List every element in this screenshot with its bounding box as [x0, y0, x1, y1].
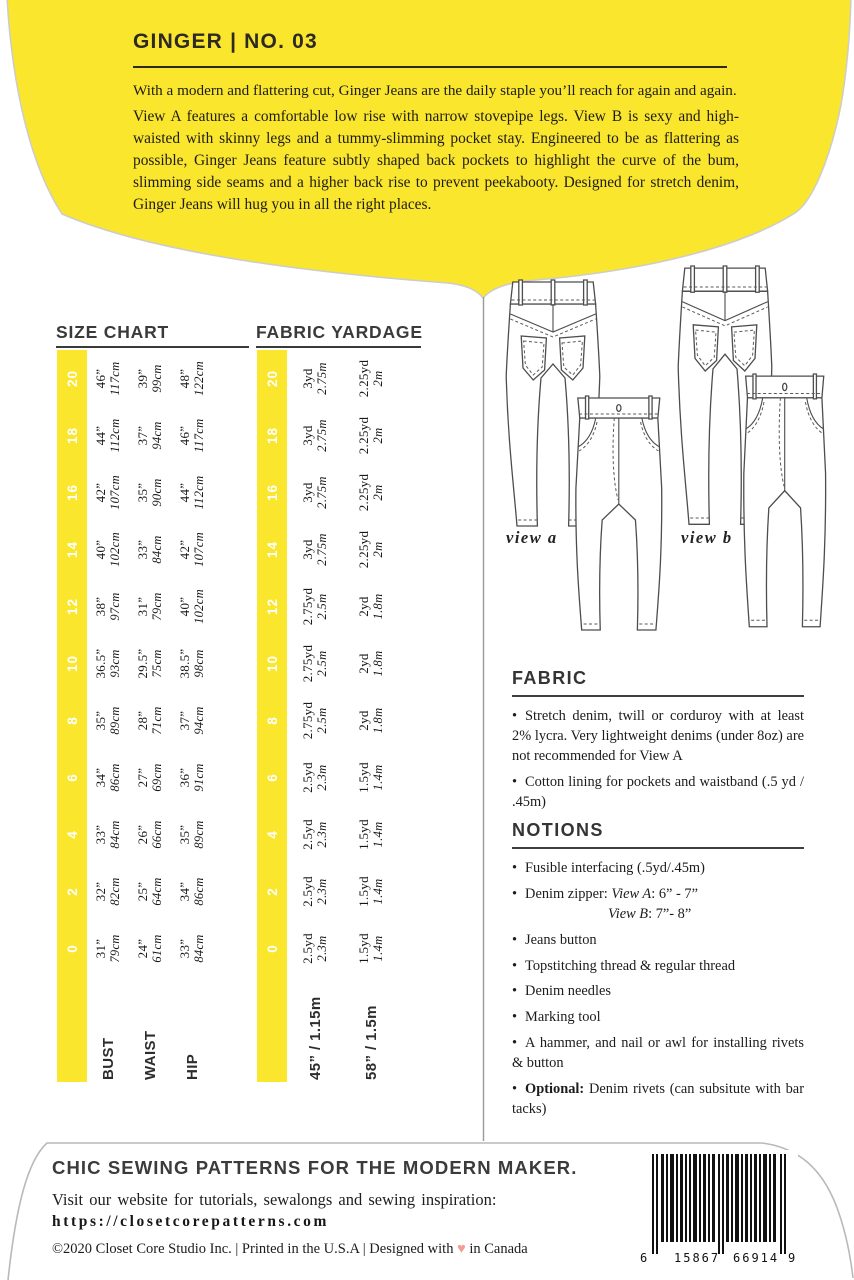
value-primary: 3yd [299, 368, 315, 389]
value-primary: 34” [92, 767, 108, 788]
value-primary: 46” [176, 425, 192, 446]
pattern-intro: With a modern and flattering cut, Ginger Jeans are the daily staple you’ll reach for again and again. [133, 82, 737, 99]
row-label: 58” / 1.5m [362, 1005, 380, 1080]
value-secondary: 112cm [108, 418, 123, 453]
footer-website-line: Visit our website for tutorials, sewalongs and sewing inspiration: [52, 1190, 497, 1209]
value-secondary: 69cm [150, 763, 165, 792]
value-secondary: 1.4m [371, 764, 386, 791]
value-primary: 48” [176, 368, 192, 389]
value-primary: 38” [92, 596, 108, 617]
barcode [640, 1150, 798, 1268]
size-header-cell: 10 [57, 635, 87, 692]
measurement-cell [343, 350, 399, 407]
measurement-cell [343, 635, 399, 692]
value-secondary: 71cm [150, 706, 165, 735]
bullet-item [512, 1008, 804, 1028]
measurement-cell [287, 350, 343, 407]
size-header-cell: 18 [57, 407, 87, 464]
value-secondary: 2.75m [315, 533, 330, 566]
fabric-yardage-heading: FABRIC YARDAGE [256, 322, 423, 342]
measurement-cell [87, 806, 129, 863]
value-primary: 34” [176, 881, 192, 902]
bullet-item [512, 931, 804, 951]
value-secondary: 1.8m [371, 593, 386, 620]
value-secondary: 79cm [150, 592, 165, 621]
size-header-cell: 18 [257, 407, 287, 464]
measurement-cell [87, 350, 129, 407]
bullet-icon: • [512, 885, 518, 902]
value-secondary: 91cm [192, 763, 207, 792]
value-primary: 1.5yd [355, 876, 371, 907]
size-header-cell: 20 [57, 350, 87, 407]
value-primary: 3yd [299, 482, 315, 503]
value-secondary: 2m [371, 484, 386, 501]
measurement-cell [129, 692, 171, 749]
size-header-cell: 8 [257, 692, 287, 749]
bullet-icon: • [512, 708, 518, 724]
measurement-cell [87, 521, 129, 578]
value-primary: 3yd [299, 539, 315, 560]
value-primary: 2yd [355, 596, 371, 617]
value-secondary: 84cm [192, 934, 207, 963]
value-primary: 2.5yd [299, 762, 315, 793]
measurement-cell [171, 806, 213, 863]
bullet-icon: • [512, 957, 518, 974]
value-secondary: 122cm [192, 361, 207, 396]
value-secondary: 2.75m [315, 476, 330, 509]
value-primary: 46” [92, 368, 108, 389]
value-primary: 2.25yd [355, 416, 371, 455]
value-primary: 2.5yd [299, 933, 315, 964]
value-primary: 38.5” [176, 648, 192, 679]
measurement-cell [343, 863, 399, 920]
value-primary: 26” [134, 824, 150, 845]
value-primary: 40” [176, 596, 192, 617]
value-secondary: 102cm [192, 589, 207, 624]
bullet-icon: • [512, 773, 518, 790]
value-primary: 2yd [355, 710, 371, 731]
value-primary: 32” [92, 881, 108, 902]
measurement-cell [129, 578, 171, 635]
view-a-label: view a [506, 528, 558, 547]
bullet-item [512, 1080, 804, 1120]
value-secondary: 94cm [150, 421, 165, 450]
size-header-cell: 12 [257, 578, 287, 635]
footer-url: https://closetcorepatterns.com [52, 1213, 330, 1230]
value-primary: 2yd [355, 653, 371, 674]
value-secondary: 102cm [108, 532, 123, 567]
value-secondary: 79cm [108, 934, 123, 963]
value-secondary: 117cm [192, 418, 207, 453]
measurement-cell [287, 407, 343, 464]
measurement-cell [129, 920, 171, 977]
heart-icon: ♥ [457, 1241, 466, 1257]
value-secondary: 93cm [108, 649, 123, 678]
measurement-cell [287, 521, 343, 578]
row-label: BUST [99, 1037, 117, 1080]
notions-heading: NOTIONS [512, 820, 804, 849]
bullet-icon: • [512, 1080, 518, 1097]
bullet-item [512, 982, 804, 1002]
measurement-cell [129, 863, 171, 920]
bullet-item [512, 859, 804, 879]
value-secondary: 1.4m [371, 821, 386, 848]
value-secondary: 1.4m [371, 878, 386, 905]
copyright-text: ©2020 Closet Core Studio Inc. | Printed in the U.S.A | Designed with [52, 1241, 458, 1257]
value-primary: 40” [92, 539, 108, 560]
measurement-cell [87, 863, 129, 920]
bullet-text: Denim needles [525, 983, 611, 1000]
measurement-cell [129, 806, 171, 863]
value-primary: 35” [176, 824, 192, 845]
value-primary: 42” [176, 539, 192, 560]
measurement-cell [171, 350, 213, 407]
size-header-cell: 0 [257, 920, 287, 977]
measurement-cell [287, 920, 343, 977]
fabric-bullet-list [512, 707, 804, 812]
bullet-icon: • [512, 1009, 518, 1026]
measurement-cell [171, 635, 213, 692]
barcode-digit-group: 9 [788, 1251, 796, 1265]
measurement-cell [343, 578, 399, 635]
measurement-cell [171, 521, 213, 578]
title-divider [133, 66, 727, 68]
bullet-text: Fusible interfacing (.5yd/.45m) [525, 860, 705, 876]
value-secondary: 82cm [108, 877, 123, 906]
value-secondary: 2.3m [315, 935, 330, 962]
fabric-yardage-rule [256, 346, 421, 348]
measurement-cell [343, 464, 399, 521]
bullet-text: Jeans button [525, 931, 597, 948]
value-secondary: 1.8m [371, 650, 386, 677]
value-primary: 1.5yd [355, 762, 371, 793]
bullet-item [512, 773, 804, 813]
bullet-second-line: View B: 7”- 8” [608, 905, 692, 922]
value-secondary: 112cm [192, 475, 207, 510]
value-primary: 1.5yd [355, 933, 371, 964]
value-secondary: 2m [371, 370, 386, 387]
measurement-cell [343, 806, 399, 863]
measurement-cell [87, 407, 129, 464]
measurement-cell [171, 464, 213, 521]
bullet-text: Marking tool [525, 1009, 601, 1026]
bullet-text: Stretch denim, twill or corduroy with at least 2% lycra. Very lightweight denims (under 8oz) are not recommended for View A [512, 708, 804, 764]
fabric-heading: FABRIC [512, 668, 804, 697]
bullet-icon: • [512, 931, 518, 948]
value-primary: 29.5” [134, 648, 150, 679]
row-label: HIP [183, 1053, 201, 1080]
measurement-cell [287, 635, 343, 692]
value-primary: 25” [134, 881, 150, 902]
value-primary: 2.75yd [299, 587, 315, 626]
measurement-cell [171, 407, 213, 464]
measurement-cell [287, 464, 343, 521]
value-primary: 2.75yd [299, 701, 315, 740]
measurement-cell [287, 863, 343, 920]
row-label: 45” / 1.15m [306, 996, 324, 1080]
bullet-text: A hammer, and nail or awl for installing rivets & button [512, 1035, 804, 1071]
size-header-cell: 6 [257, 749, 287, 806]
measurement-cell [87, 578, 129, 635]
value-primary: 42” [92, 482, 108, 503]
measurement-cell [343, 407, 399, 464]
measurement-cell [129, 407, 171, 464]
value-secondary: 84cm [150, 535, 165, 564]
value-secondary: 98cm [192, 649, 207, 678]
size-header-cell: 8 [57, 692, 87, 749]
view-b-label: view b [681, 528, 733, 547]
value-secondary: 1.8m [371, 707, 386, 734]
value-primary: 2.5yd [299, 819, 315, 850]
value-primary: 2.5yd [299, 876, 315, 907]
value-secondary: 2.5m [315, 707, 330, 734]
size-chart-heading: SIZE CHART [56, 322, 169, 342]
barcode-digit-group: 6 [640, 1251, 648, 1265]
size-header-cell: 14 [57, 521, 87, 578]
bullet-item [512, 707, 804, 767]
measurement-cell [171, 863, 213, 920]
measurement-cell [343, 521, 399, 578]
value-secondary: 2m [371, 427, 386, 444]
bullet-item [512, 885, 804, 925]
size-header-cell: 14 [257, 521, 287, 578]
value-secondary: 107cm [192, 532, 207, 567]
measurement-cell [287, 692, 343, 749]
measurement-cell [343, 749, 399, 806]
bullet-text: Denim zipper: View A: 6” - 7” [525, 885, 698, 902]
value-secondary: 1.4m [371, 935, 386, 962]
measurement-cell [87, 749, 129, 806]
value-primary: 33” [92, 824, 108, 845]
measurement-cell [287, 749, 343, 806]
size-header-cell: 6 [57, 749, 87, 806]
value-primary: 33” [176, 938, 192, 959]
measurement-cell [171, 692, 213, 749]
notions-bullet-list [512, 859, 804, 1120]
value-secondary: 89cm [192, 820, 207, 849]
value-primary: 28” [134, 710, 150, 731]
measurement-cell [129, 350, 171, 407]
value-secondary: 86cm [108, 763, 123, 792]
size-header-cell: 4 [57, 806, 87, 863]
value-primary: 35” [92, 710, 108, 731]
row-label: WAIST [141, 1030, 159, 1080]
measurement-cell [87, 464, 129, 521]
value-secondary: 99cm [150, 364, 165, 393]
fabric-yardage-table [257, 350, 399, 1082]
measurement-cell [129, 749, 171, 806]
size-header-cell: 16 [257, 464, 287, 521]
footer-copyright [52, 1241, 528, 1258]
size-header-cell: 12 [57, 578, 87, 635]
barcode-digits [640, 1251, 798, 1267]
barcode-digit-group: 66914 [733, 1251, 780, 1265]
measurement-cell [171, 578, 213, 635]
value-primary: 2.25yd [355, 473, 371, 512]
size-header-cell: 16 [57, 464, 87, 521]
measurement-cell [129, 521, 171, 578]
value-secondary: 117cm [108, 361, 123, 396]
measurement-cell [287, 578, 343, 635]
value-primary: 39” [134, 368, 150, 389]
bullet-text: Cotton lining for pockets and waistband (.5 yd / .45m) [512, 773, 804, 810]
value-primary: 36” [176, 767, 192, 788]
value-primary: 2.25yd [355, 530, 371, 569]
size-header-cell: 10 [257, 635, 287, 692]
value-primary: 3yd [299, 425, 315, 446]
bullet-item [512, 1034, 804, 1074]
value-primary: 1.5yd [355, 819, 371, 850]
value-primary: 31” [92, 938, 108, 959]
view-b-front-drawing [744, 374, 826, 627]
value-primary: 36.5” [92, 648, 108, 679]
size-header-cell: 4 [257, 806, 287, 863]
value-secondary: 89cm [108, 706, 123, 735]
value-secondary: 97cm [108, 592, 123, 621]
measurement-cell [129, 464, 171, 521]
value-primary: 24” [134, 938, 150, 959]
barcode-digit-group: 15867 [674, 1251, 721, 1265]
value-primary: 44” [92, 425, 108, 446]
measurement-cell [287, 806, 343, 863]
bullet-icon: • [512, 1035, 518, 1052]
value-primary: 44” [176, 482, 192, 503]
value-primary: 31” [134, 596, 150, 617]
value-secondary: 61cm [150, 934, 165, 963]
bullet-item [512, 957, 804, 977]
value-secondary: 84cm [108, 820, 123, 849]
measurement-cell [343, 692, 399, 749]
size-header-cell: 2 [57, 863, 87, 920]
value-primary: 33” [134, 539, 150, 560]
value-secondary: 2.5m [315, 593, 330, 620]
value-secondary: 2.3m [315, 878, 330, 905]
measurement-cell [87, 692, 129, 749]
table-corner-cell [57, 977, 87, 1082]
value-primary: 37” [176, 710, 192, 731]
value-secondary: 90cm [150, 478, 165, 507]
footer-tagline: CHIC SEWING PATTERNS FOR THE MODERN MAKER. [52, 1157, 578, 1178]
value-secondary: 2.5m [315, 650, 330, 677]
value-secondary: 94cm [192, 706, 207, 735]
value-secondary: 2.3m [315, 764, 330, 791]
value-secondary: 64cm [150, 877, 165, 906]
copyright-text-end: in Canada [465, 1241, 528, 1257]
size-header-cell: 0 [57, 920, 87, 977]
measurement-cell [129, 635, 171, 692]
pattern-title: GINGER | NO. 03 [133, 30, 318, 53]
value-primary: 2.25yd [355, 359, 371, 398]
value-secondary: 2.75m [315, 362, 330, 395]
bullet-icon: • [512, 983, 518, 1000]
view-a-front-drawing [576, 396, 662, 630]
value-secondary: 2.3m [315, 821, 330, 848]
measurement-cell [87, 635, 129, 692]
bullet-icon: • [512, 860, 518, 876]
size-chart-table [57, 350, 213, 1082]
measurement-cell [87, 920, 129, 977]
measurement-cell [343, 920, 399, 977]
value-secondary: 86cm [192, 877, 207, 906]
value-secondary: 2m [371, 541, 386, 558]
value-secondary: 2.75m [315, 419, 330, 452]
value-primary: 35” [134, 482, 150, 503]
bullet-text: Optional: Denim rivets (can subsitute with bar tacks) [512, 1080, 804, 1117]
size-header-cell: 20 [257, 350, 287, 407]
value-primary: 2.75yd [299, 644, 315, 683]
size-chart-rule [56, 346, 249, 348]
value-primary: 37” [134, 425, 150, 446]
value-secondary: 75cm [150, 649, 165, 678]
bullet-text: Topstitching thread & regular thread [525, 957, 736, 974]
size-header-cell: 2 [257, 863, 287, 920]
fabric-section [512, 668, 804, 818]
notions-section [512, 820, 804, 1126]
measurement-cell [171, 749, 213, 806]
value-primary: 27” [134, 767, 150, 788]
value-secondary: 66cm [150, 820, 165, 849]
jeans-technical-drawings [494, 250, 854, 642]
pattern-description: View A features a comfortable low rise with narrow stovepipe legs. View B is sexy and high-waisted with skinny legs and a tummy-slimming pocket stay. Engineered to be as flattering as possible, Ginger Jeans feature subtly shaped back pockets to highlight the curve of the bum, slimming side seams and a higher back rise to prevent peekabooty. Designed for stretch denim, Ginger Jeans will hug you in all the right places. [133, 108, 739, 213]
table-corner-cell [257, 977, 287, 1082]
measurement-cell [171, 920, 213, 977]
value-secondary: 107cm [108, 475, 123, 510]
